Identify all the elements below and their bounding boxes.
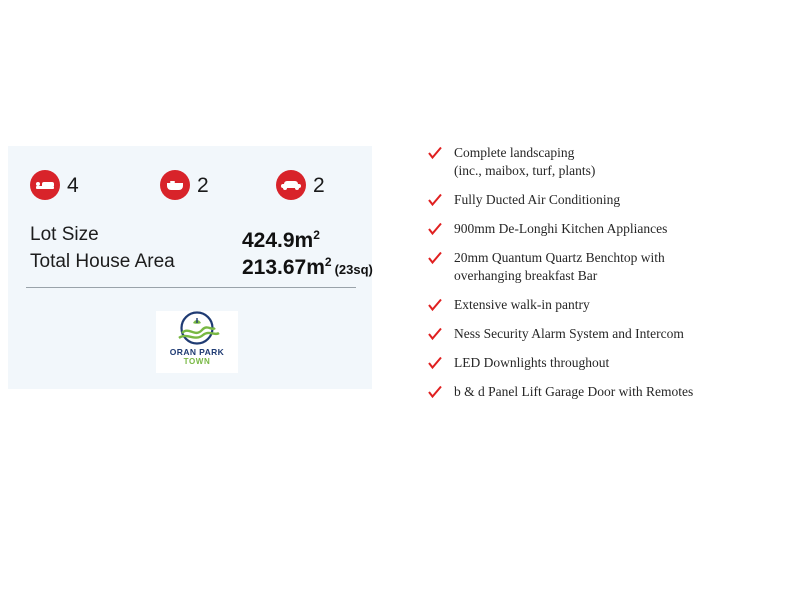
room-icon-row bbox=[8, 170, 372, 210]
list-item bbox=[428, 325, 768, 343]
carspaces-group bbox=[276, 170, 325, 200]
list-item bbox=[428, 354, 768, 372]
check-icon bbox=[428, 327, 442, 341]
panel-divider bbox=[26, 287, 356, 288]
total-house-area-exponent: 2 bbox=[324, 255, 332, 269]
lot-size-label: Lot Size bbox=[30, 224, 99, 245]
bed-icon bbox=[30, 170, 60, 200]
list-item bbox=[428, 144, 768, 180]
feature-text: Fully Ducted Air Conditioning bbox=[454, 192, 621, 207]
feature-text: 900mm De-Longhi Kitchen Appliances bbox=[454, 221, 668, 236]
lot-size-row bbox=[30, 222, 360, 252]
lot-size-exponent: 2 bbox=[313, 228, 320, 242]
total-house-area-suffix: (23sq) bbox=[334, 262, 373, 277]
check-icon bbox=[428, 298, 442, 312]
logo-mark-icon bbox=[169, 311, 225, 349]
lot-size-number: 424.9m bbox=[242, 229, 314, 252]
feature-text: 20mm Quantum Quartz Benchtop with bbox=[454, 250, 665, 265]
bathrooms-count: 2 bbox=[197, 173, 209, 197]
list-item bbox=[428, 296, 768, 314]
feature-text: Complete landscaping bbox=[454, 145, 575, 160]
total-house-area-row bbox=[30, 249, 373, 279]
feature-subtext: (inc., maibox, turf, plants) bbox=[454, 163, 596, 178]
bedrooms-group bbox=[30, 170, 79, 200]
logo-line-1: ORAN PARK bbox=[169, 347, 225, 357]
check-icon bbox=[428, 222, 442, 236]
bath-icon bbox=[160, 170, 190, 200]
check-icon bbox=[428, 356, 442, 370]
list-item bbox=[428, 191, 768, 209]
car-icon bbox=[276, 170, 306, 200]
feature-subtext: overhanging breakfast Bar bbox=[454, 268, 598, 283]
list-item bbox=[428, 383, 768, 401]
check-icon bbox=[428, 146, 442, 160]
feature-text: b & d Panel Lift Garage Door with Remotes bbox=[454, 384, 694, 399]
feature-text: Extensive walk-in pantry bbox=[454, 297, 590, 312]
feature-list bbox=[428, 144, 768, 412]
total-house-area-number: 213.67m bbox=[242, 256, 325, 279]
check-icon bbox=[428, 251, 442, 265]
bathrooms-group bbox=[160, 170, 209, 200]
area-table bbox=[30, 222, 373, 279]
list-item bbox=[428, 249, 768, 285]
logo-wordmark bbox=[156, 347, 238, 367]
logo-line-2: TOWN bbox=[183, 357, 211, 366]
bedrooms-count: 4 bbox=[67, 173, 79, 197]
carspaces-count: 2 bbox=[313, 173, 325, 197]
oran-park-town-logo bbox=[156, 311, 238, 373]
specification-panel bbox=[8, 146, 372, 389]
list-item bbox=[428, 220, 768, 238]
feature-text: Ness Security Alarm System and Intercom bbox=[454, 326, 684, 341]
feature-text: LED Downlights throughout bbox=[454, 355, 610, 370]
total-house-area-value bbox=[242, 249, 373, 283]
total-house-area-label: Total House Area bbox=[30, 251, 175, 272]
check-icon bbox=[428, 385, 442, 399]
check-icon bbox=[428, 193, 442, 207]
